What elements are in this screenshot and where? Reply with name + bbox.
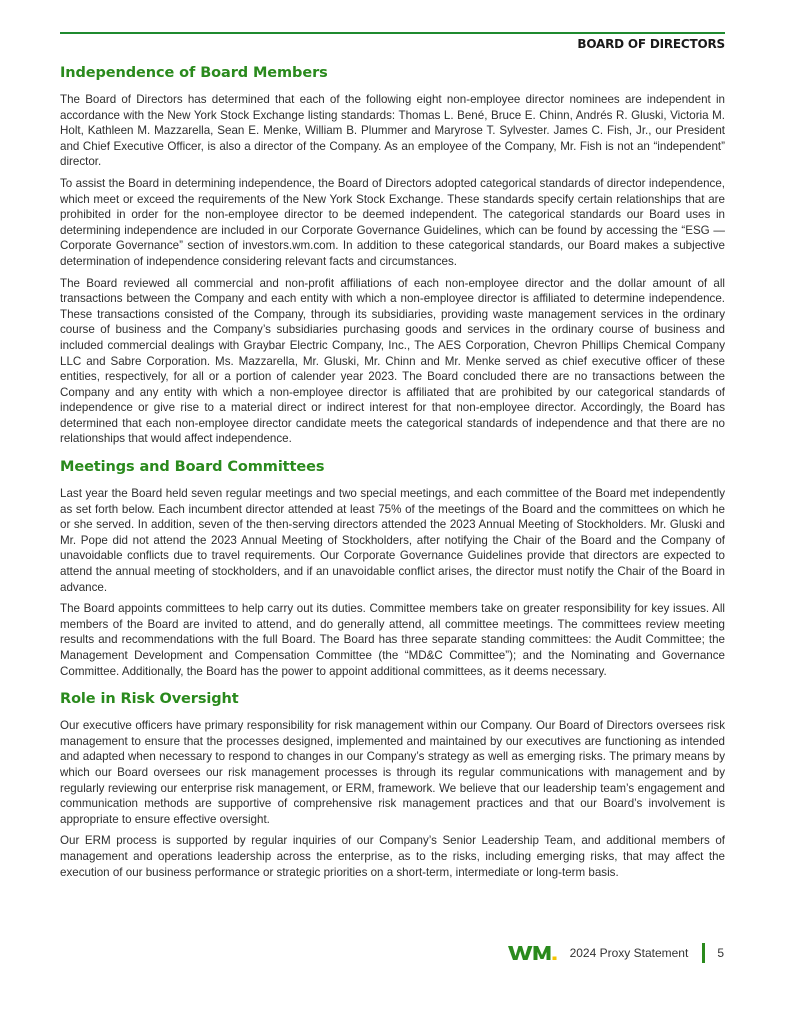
paragraph: Our executive officers have primary responsibility for risk management within our Company. Our Board of Directors oversees risk management to ensure that the processes designed, implemented and maintained by our executives are functioning as intended and adapted when necessary to respond to changes in our Company’s strategy as well as emerging risks. The primary means by which our Board oversees our risk management processes is through its regular communications with management and by regularly reviewing our enterprise risk management, or ERM, framework. We believe that our leadership team’s engagement and communication methods are supportive of comprehensive risk management practices and that our Board’s involvement is appropriate to ensure effective oversight. [60, 719, 725, 826]
paragraph: Last year the Board held seven regular meetings and two special meetings, and each committee of the Board met independently as set forth below. Each incumbent director attended at least 75% of the meetings of the Board and the committees on which he or she served. In addition, seven of the then-serving directors attended the 2023 Annual Meeting of Stockholders. Mr. Gluski and Mr. Pope did not attend the 2023 Annual Meeting of Stockholders, after notifying the Chair of the Board and the Company of unavoidable conflicts due to travel requirements. Our Corporate Governance Guidelines provide that directors are expected to attend the annual meeting of stockholders, and if an unavoidable conflict arises, the director must notify the Chair of the Board in advance. [60, 487, 725, 594]
section-heading: Independence of Board Members [60, 65, 328, 81]
paragraph: The Board of Directors has determined that each of the following eight non-employee director nominees are independent in accordance with the New York Stock Exchange listing standards: Thomas L. Bené, Bruce E. Chinn, Andrés R. Gluski, Victoria M. Holt, Kathleen M. Mazzarella, Sean E. Menke, William B. Plummer and Maryrose T. Sylvester. James C. Fish, Jr., our President and Chief Executive Officer, is also a director of the Company. As an employee of the Company, Mr. Fish is not an “independent” director. [60, 93, 725, 169]
section-meetings [60, 456, 725, 679]
section-heading: Role in Risk Oversight [60, 691, 239, 708]
wm-logo [508, 944, 560, 962]
section-independence [60, 62, 725, 447]
section-risk-oversight [60, 688, 725, 880]
paragraph: To assist the Board in determining independence, the Board of Directors adopted categorical standards of director independence, which meet or exceed the requirements of the New York Stock Exchange. These standards specify certain relationships that are prohibited in order for the non-employee director to be deemed independent. The categorical standards our Board uses in determining independence are included in our Corporate Governance Guidelines, which can be found by accessing the “ESG — Corporate Governance” section of investors.wm.com. In addition to these categorical standards, our Board makes a subjective determination of independence considering relevant facts and circumstances. [60, 176, 725, 268]
paragraph: The Board appoints committees to help carry out its duties. Committee members take on greater responsibility for key issues. All members of the Board are invited to attend, and do generally attend, all committee meetings. The committees review meeting results and recommendations with the full Board. The Board has three separate standing committees: the Audit Committee; the Management Development and Compensation Committee (the “MD&C Committee”); and the Nominating and Governance Committee. Additionally, the Board has the power to appoint additional committees, as it deems necessary. [60, 602, 725, 678]
section-label: BOARD OF DIRECTORS [577, 37, 725, 51]
footer-divider [702, 943, 705, 963]
header-rule [60, 32, 725, 34]
page-content [60, 62, 725, 889]
page-footer [508, 942, 724, 964]
page-number: 5 [717, 946, 724, 960]
paragraph: The Board reviewed all commercial and non-profit affiliations of each non-employee director and the dollar amount of all transactions between the Company and each entity with which a non-employee director is affiliated to determine independence. These transactions consisted of the Company, through its subsidiaries, providing waste management services in the ordinary course of business and the Company’s subsidiaries purchasing goods and services in the ordinary course of business and included commercial dealings with Graybar Electric Company, Inc., The AES Corporation, Chevron Phillips Chemical Company LLC and Sabre Corporation. Ms. Mazzarella, Mr. Gluski, Mr. Chinn and Mr. Menke served as chief executive officer of these entities, respectively, for all or a portion of calender year 2023. The Board concluded there are no transactions between the Company and any entity with which a non-employee director is affiliated that are prohibited by our categorical standards of independence or give rise to a material direct or indirect interest for that non-employee director. Accordingly, the Board has determined that each non-employee director candidate meets the categorical standards of independence and that there are no relationships that would affect independence. [60, 276, 725, 446]
paragraph: Our ERM process is supported by regular inquiries of our Company’s Senior Leadership Team, and additional members of management and operations leadership across the enterprise, as to the risks, including emerging risks, that may affect the execution of our business performance or strategic priorities on a short-term, intermediate or long-term basis. [60, 834, 725, 879]
document-title: 2024 Proxy Statement [569, 946, 689, 960]
section-heading: Meetings and Board Committees [60, 459, 325, 476]
